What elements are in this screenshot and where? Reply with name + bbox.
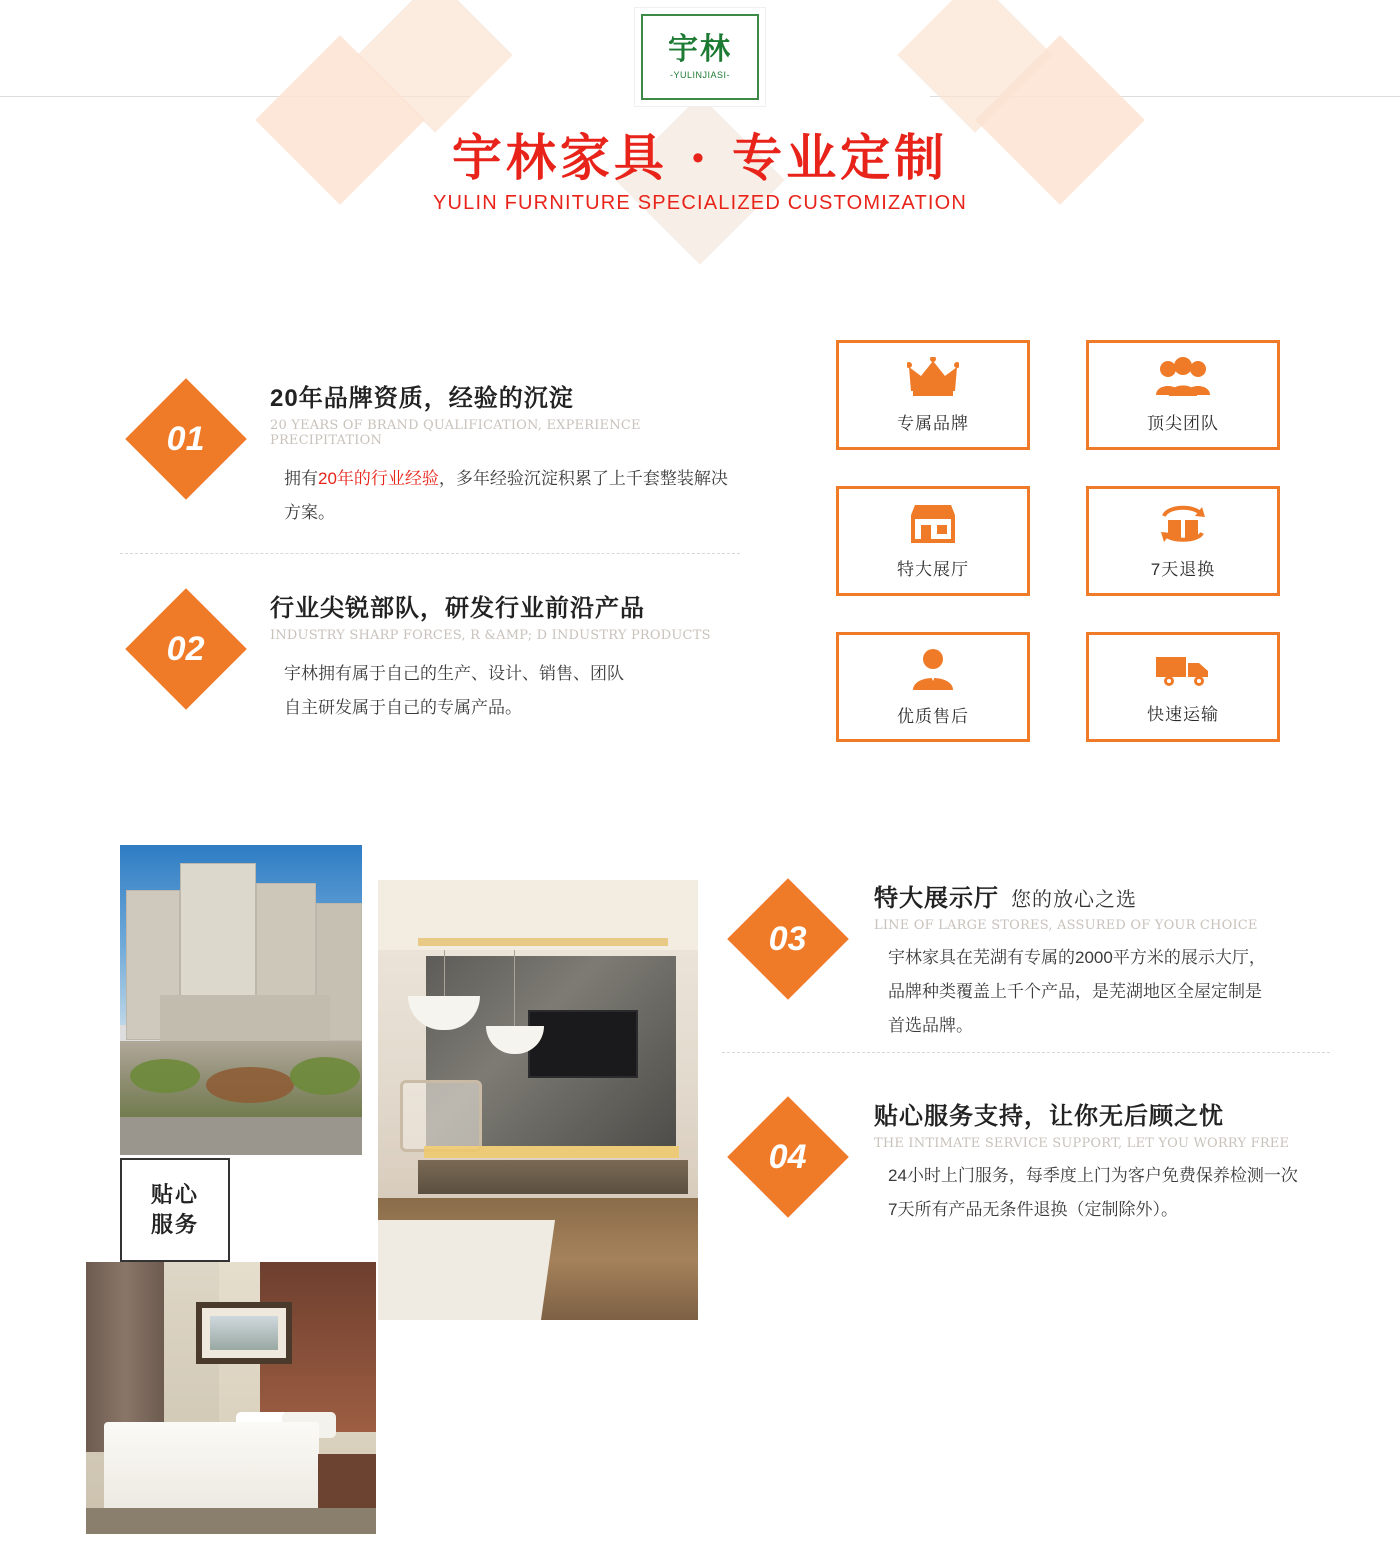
section-divider-left	[120, 553, 740, 554]
feature-text-line: 24小时上门服务，每季度上门为客户免费保养检测一次	[888, 1166, 1298, 1185]
advantage-card-label: 7天退换	[1150, 559, 1216, 579]
feature-body	[874, 878, 1332, 1043]
feature-title-row	[874, 878, 1332, 913]
advantage-card-label: 优质售后	[897, 706, 969, 726]
feature-number: 01	[167, 419, 205, 458]
photo-rug	[378, 1220, 555, 1320]
photo-caption-badge	[120, 1158, 230, 1262]
photo-cove-light	[418, 938, 668, 946]
photo-caption-line2: 服务	[150, 1212, 199, 1237]
feature-title-secondary: 您的放心之选	[1011, 889, 1137, 911]
team-icon	[1155, 357, 1211, 401]
feature-number: 02	[167, 629, 205, 668]
feature-title-cn: 贴心服务支持，让你无后顾之忧	[874, 1103, 1224, 1130]
crown-icon	[907, 357, 959, 401]
photo-bar-table	[400, 1080, 482, 1152]
advantage-card-return[interactable]	[1086, 486, 1280, 596]
feature-body	[270, 588, 740, 725]
agent-icon	[909, 648, 957, 694]
page-header	[0, 0, 1400, 300]
advantage-icon-grid	[836, 340, 1280, 742]
advantage-card-brand[interactable]	[836, 340, 1030, 450]
feature-block-02	[120, 588, 740, 725]
photo-floor	[86, 1508, 376, 1534]
feature-text-pre: 拥有	[284, 469, 318, 488]
advantage-card-aftersales[interactable]	[836, 632, 1030, 742]
logo-chinese-text: 宇林	[668, 31, 732, 67]
feature-text-line: 7天所有产品无条件退换（定制除外）。	[888, 1200, 1178, 1219]
advantage-card-label: 专属品牌	[897, 413, 969, 433]
photo-shelf-glow	[424, 1146, 679, 1158]
feature-text-line: 宇林家具在芜湖有专属的2000平方米的展示大厅，	[888, 948, 1266, 967]
photo-bush	[206, 1067, 294, 1103]
feature-title-en: LINE OF LARGE STORES, ASSURED OF YOUR CHOICE	[874, 918, 1258, 933]
photo-caption-line1: 贴心	[150, 1182, 199, 1207]
photo-road	[120, 1117, 362, 1155]
photo-bush	[130, 1059, 200, 1093]
feature-number-badge	[727, 1096, 849, 1218]
feature-block-04	[722, 1096, 1332, 1227]
feature-number-badge	[727, 878, 849, 1000]
photo-lamp-cord	[444, 950, 445, 998]
photo-lamp-cord	[514, 950, 515, 1028]
advantage-card-label: 快速运输	[1147, 704, 1219, 724]
feature-number: 04	[769, 1137, 807, 1176]
feature-paragraph	[270, 462, 740, 530]
logo-pinyin-text: -YULINJIASI-	[669, 69, 730, 80]
advantage-card-team[interactable]	[1086, 340, 1280, 450]
feature-title-en: 20 YEARS OF BRAND QUALIFICATION, EXPERIENCE PRECIPITATION	[270, 418, 641, 448]
feature-title-main: 特大展示厅	[874, 885, 999, 912]
feature-paragraph	[270, 657, 740, 725]
logo-frame	[641, 14, 759, 100]
feature-title-en: THE INTIMATE SERVICE SUPPORT, LET YOU WORRY FREE	[874, 1136, 1290, 1151]
return-icon	[1156, 503, 1210, 547]
photo-nightstand	[318, 1454, 376, 1512]
brand-logo	[635, 8, 765, 106]
section-divider-right	[722, 1052, 1330, 1053]
feature-title-cn: 20年品牌资质，经验的沉淀	[270, 385, 574, 412]
feature-body	[874, 1096, 1332, 1227]
page-title: 宇林家具 · 专业定制	[451, 128, 949, 187]
feature-number-badge	[125, 588, 247, 710]
advantage-card-showroom[interactable]	[836, 486, 1030, 596]
truck-icon	[1154, 650, 1212, 692]
photo-bedroom	[86, 1262, 376, 1534]
feature-title-cn: 行业尖锐部队，研发行业前沿产品	[270, 595, 645, 622]
feature-text-post: ，多年经验沉淀积累了上千套整装解决方案。	[284, 469, 728, 522]
feature-text-line: 宇林拥有属于自己的生产、设计、销售、团队	[284, 664, 624, 683]
advantage-card-label: 顶尖团队	[1147, 413, 1219, 433]
page-subtitle: YULIN FURNITURE SPECIALIZED CUSTOMIZATION	[432, 192, 968, 214]
photo-tv	[528, 1010, 638, 1078]
feature-body	[270, 378, 740, 530]
photo-tv-cabinet	[418, 1160, 688, 1194]
photo-building-exterior	[120, 845, 362, 1155]
feature-text-line: 品牌种类覆盖上千个产品，是芜湖地区全屋定制是	[888, 982, 1262, 1001]
photo-living-room	[378, 880, 698, 1320]
feature-text-highlight: 20年的行业经验	[318, 469, 439, 488]
feature-title-en: INDUSTRY SHARP FORCES, R &AMP; D INDUSTRY PRODUCTS	[270, 628, 711, 643]
advantage-card-label: 特大展厅	[897, 559, 969, 579]
feature-text-line: 自主研发属于自己的专属产品。	[284, 698, 522, 717]
photo-wall-art	[196, 1302, 292, 1364]
feature-paragraph	[874, 941, 1332, 1043]
feature-text-line: 首选品牌。	[888, 1016, 973, 1035]
store-icon	[907, 503, 959, 547]
feature-block-03	[722, 878, 1332, 1043]
feature-number-badge	[125, 378, 247, 500]
advantage-card-shipping[interactable]	[1086, 632, 1280, 742]
feature-paragraph	[874, 1159, 1332, 1227]
feature-number: 03	[769, 919, 807, 958]
photo-bush	[290, 1057, 360, 1095]
feature-block-01	[120, 378, 740, 530]
